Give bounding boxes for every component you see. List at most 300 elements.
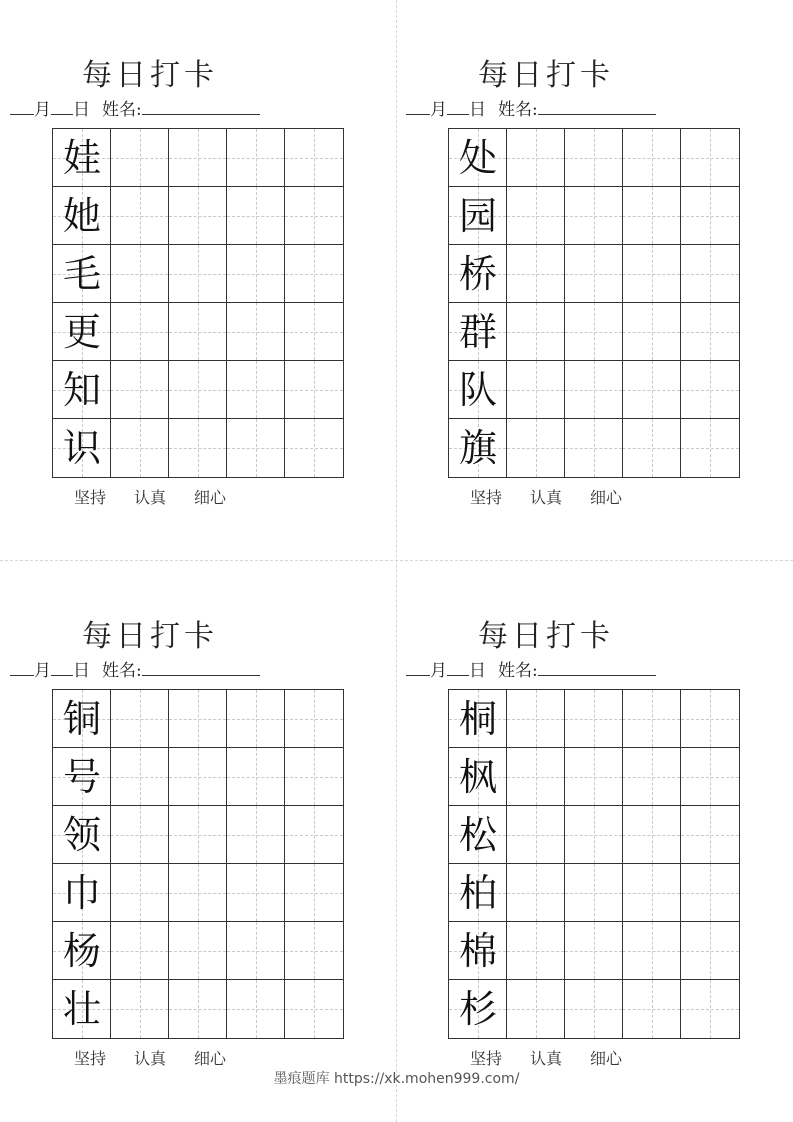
writing-cell[interactable] xyxy=(227,980,285,1038)
guide-line-vertical xyxy=(710,690,711,747)
writing-cell[interactable] xyxy=(227,187,285,245)
grid-row xyxy=(53,980,343,1038)
guide-line-vertical xyxy=(314,303,315,360)
practice-card xyxy=(0,0,300,520)
guide-line-vertical xyxy=(536,922,537,979)
guide-line-vertical xyxy=(652,980,653,1038)
writing-cell[interactable] xyxy=(623,748,681,806)
guide-line-vertical xyxy=(256,806,257,863)
footer-watermark: 墨痕题库 https://xk.mohen999.com/ xyxy=(273,1071,520,1087)
guide-line-vertical xyxy=(256,748,257,805)
model-character: 桐 xyxy=(458,697,497,741)
guide-line-vertical xyxy=(710,864,711,921)
model-character-cell xyxy=(449,419,507,477)
grid-row xyxy=(449,922,739,980)
writing-cell[interactable] xyxy=(227,361,285,419)
writing-cell[interactable] xyxy=(169,690,227,748)
writing-cell[interactable] xyxy=(681,922,739,980)
model-character-cell xyxy=(53,361,111,419)
writing-cell[interactable] xyxy=(227,303,285,361)
model-character: 毛 xyxy=(62,252,101,296)
grid-row xyxy=(53,864,343,922)
motto-word: 细心 xyxy=(590,488,623,507)
guide-line-vertical xyxy=(198,690,199,747)
model-character-cell xyxy=(449,864,507,922)
guide-line-vertical xyxy=(140,748,141,805)
grid-row xyxy=(449,303,739,361)
writing-cell[interactable] xyxy=(285,303,343,361)
writing-cell[interactable] xyxy=(111,361,169,419)
name-label: 姓名: xyxy=(102,100,142,120)
model-character-cell xyxy=(53,690,111,748)
guide-line-vertical xyxy=(256,303,257,360)
guide-line-vertical xyxy=(652,303,653,360)
month-blank[interactable] xyxy=(10,96,34,115)
writing-cell[interactable] xyxy=(227,748,285,806)
guide-line-vertical xyxy=(314,864,315,921)
guide-line-vertical xyxy=(594,361,595,418)
guide-line-vertical xyxy=(652,864,653,921)
writing-cell[interactable] xyxy=(169,129,227,187)
guide-line-vertical xyxy=(314,361,315,418)
guide-line-vertical xyxy=(198,361,199,418)
grid-row xyxy=(53,419,343,477)
guide-line-vertical xyxy=(256,419,257,477)
guide-line-vertical xyxy=(256,129,257,186)
writing-cell[interactable] xyxy=(285,187,343,245)
writing-cell[interactable] xyxy=(111,980,169,1038)
guide-line-vertical xyxy=(256,980,257,1038)
day-label: 日 xyxy=(73,661,90,681)
grid-row xyxy=(53,690,343,748)
practice-card xyxy=(0,561,300,1081)
grid-row xyxy=(449,690,739,748)
writing-cell[interactable] xyxy=(681,361,739,419)
grid-row xyxy=(449,980,739,1038)
grid-row xyxy=(53,361,343,419)
model-character: 知 xyxy=(62,368,101,412)
guide-line-vertical xyxy=(652,922,653,979)
guide-line-vertical xyxy=(314,922,315,979)
guide-line-vertical xyxy=(594,922,595,979)
writing-cell[interactable] xyxy=(623,690,681,748)
grid-row xyxy=(53,806,343,864)
guide-line-vertical xyxy=(594,690,595,747)
motto-word: 认真 xyxy=(133,1049,166,1068)
guide-line-vertical xyxy=(652,245,653,302)
writing-cell[interactable] xyxy=(681,303,739,361)
model-character: 壮 xyxy=(62,987,101,1031)
writing-cell[interactable] xyxy=(227,129,285,187)
card-title: 每日打卡 xyxy=(478,619,614,654)
guide-line-vertical xyxy=(594,187,595,244)
writing-cell[interactable] xyxy=(681,806,739,864)
writing-cell[interactable] xyxy=(681,980,739,1038)
guide-line-vertical xyxy=(314,187,315,244)
writing-cell[interactable] xyxy=(169,419,227,477)
writing-cell[interactable] xyxy=(285,922,343,980)
motto-word: 坚持 xyxy=(469,488,502,507)
writing-cell[interactable] xyxy=(623,980,681,1038)
writing-cell[interactable] xyxy=(285,748,343,806)
writing-cell[interactable] xyxy=(565,129,623,187)
writing-cell[interactable] xyxy=(285,245,343,303)
motto-word: 坚持 xyxy=(73,488,106,507)
guide-line-vertical xyxy=(140,245,141,302)
writing-cell[interactable] xyxy=(169,748,227,806)
motto xyxy=(396,487,696,509)
day-label: 日 xyxy=(73,100,90,120)
practice-grid xyxy=(448,689,740,1039)
writing-cell[interactable] xyxy=(565,419,623,477)
guide-line-vertical xyxy=(314,806,315,863)
guide-line-vertical xyxy=(652,419,653,477)
model-character: 杉 xyxy=(458,987,497,1031)
writing-cell[interactable] xyxy=(623,303,681,361)
guide-line-vertical xyxy=(198,748,199,805)
writing-cell[interactable] xyxy=(111,303,169,361)
writing-cell[interactable] xyxy=(227,419,285,477)
writing-cell[interactable] xyxy=(227,806,285,864)
name-blank[interactable] xyxy=(142,96,260,115)
day-blank[interactable] xyxy=(447,657,469,676)
guide-line-vertical xyxy=(536,361,537,418)
guide-line-vertical xyxy=(198,980,199,1038)
writing-cell[interactable] xyxy=(565,980,623,1038)
writing-cell[interactable] xyxy=(565,922,623,980)
writing-cell[interactable] xyxy=(285,806,343,864)
name-blank[interactable] xyxy=(538,96,656,115)
grid-row xyxy=(449,129,739,187)
guide-line-vertical xyxy=(594,245,595,302)
writing-cell[interactable] xyxy=(681,245,739,303)
guide-line-vertical xyxy=(710,748,711,805)
grid-row xyxy=(449,419,739,477)
guide-line-vertical xyxy=(140,419,141,477)
writing-cell[interactable] xyxy=(507,922,565,980)
writing-cell[interactable] xyxy=(507,690,565,748)
guide-line-vertical xyxy=(314,129,315,186)
grid-row xyxy=(449,806,739,864)
card-title: 每日打卡 xyxy=(478,58,614,93)
guide-line-vertical xyxy=(710,922,711,979)
writing-cell[interactable] xyxy=(111,806,169,864)
guide-line-vertical xyxy=(198,922,199,979)
model-character-cell xyxy=(53,187,111,245)
motto-word: 细心 xyxy=(194,1049,227,1068)
guide-line-vertical xyxy=(536,303,537,360)
writing-cell[interactable] xyxy=(507,806,565,864)
writing-cell[interactable] xyxy=(507,864,565,922)
model-character-cell xyxy=(449,806,507,864)
writing-cell[interactable] xyxy=(623,806,681,864)
practice-card xyxy=(396,0,696,520)
motto-word: 认真 xyxy=(529,1049,562,1068)
day-label: 日 xyxy=(469,661,486,681)
writing-cell[interactable] xyxy=(681,129,739,187)
guide-line-vertical xyxy=(536,187,537,244)
guide-line-vertical xyxy=(710,129,711,186)
grid-row xyxy=(53,922,343,980)
practice-grid xyxy=(448,128,740,478)
writing-cell[interactable] xyxy=(565,748,623,806)
writing-cell[interactable] xyxy=(111,419,169,477)
writing-cell[interactable] xyxy=(111,187,169,245)
month-blank[interactable] xyxy=(406,96,430,115)
day-blank[interactable] xyxy=(51,96,73,115)
writing-cell[interactable] xyxy=(623,245,681,303)
guide-line-vertical xyxy=(140,303,141,360)
model-character-cell xyxy=(53,245,111,303)
writing-cell[interactable] xyxy=(623,361,681,419)
guide-line-vertical xyxy=(594,303,595,360)
guide-line-vertical xyxy=(652,806,653,863)
writing-cell[interactable] xyxy=(111,245,169,303)
grid-row xyxy=(449,864,739,922)
guide-line-vertical xyxy=(594,748,595,805)
writing-cell[interactable] xyxy=(111,129,169,187)
writing-cell[interactable] xyxy=(169,864,227,922)
name-blank[interactable] xyxy=(142,657,260,676)
guide-line-vertical xyxy=(710,187,711,244)
writing-cell[interactable] xyxy=(169,980,227,1038)
writing-cell[interactable] xyxy=(507,361,565,419)
guide-line-vertical xyxy=(256,361,257,418)
name-label: 姓名: xyxy=(498,661,538,681)
guide-line-vertical xyxy=(536,419,537,477)
model-character: 杨 xyxy=(62,929,101,973)
guide-line-vertical xyxy=(256,922,257,979)
writing-cell[interactable] xyxy=(565,806,623,864)
practice-grid xyxy=(52,128,344,478)
writing-cell[interactable] xyxy=(681,690,739,748)
writing-cell[interactable] xyxy=(623,129,681,187)
model-character: 处 xyxy=(458,136,497,180)
writing-cell[interactable] xyxy=(507,187,565,245)
motto xyxy=(0,487,300,509)
day-blank[interactable] xyxy=(51,657,73,676)
guide-line-vertical xyxy=(198,303,199,360)
guide-line-vertical xyxy=(652,748,653,805)
guide-line-vertical xyxy=(710,806,711,863)
guide-line-vertical xyxy=(140,922,141,979)
writing-cell[interactable] xyxy=(507,303,565,361)
writing-cell[interactable] xyxy=(623,922,681,980)
motto-word: 认真 xyxy=(133,488,166,507)
writing-cell[interactable] xyxy=(285,361,343,419)
guide-line-vertical xyxy=(536,980,537,1038)
guide-line-vertical xyxy=(140,980,141,1038)
writing-cell[interactable] xyxy=(565,361,623,419)
guide-line-vertical xyxy=(314,419,315,477)
motto-word: 坚持 xyxy=(469,1049,502,1068)
writing-cell[interactable] xyxy=(227,245,285,303)
guide-line-vertical xyxy=(710,419,711,477)
writing-cell[interactable] xyxy=(507,245,565,303)
grid-row xyxy=(449,748,739,806)
model-character-cell xyxy=(449,922,507,980)
guide-line-vertical xyxy=(652,187,653,244)
guide-line-vertical xyxy=(140,129,141,186)
motto-word: 细心 xyxy=(194,488,227,507)
model-character: 她 xyxy=(62,194,101,238)
month-label: 月 xyxy=(430,100,447,120)
grid-row xyxy=(53,245,343,303)
writing-cell[interactable] xyxy=(565,864,623,922)
writing-cell[interactable] xyxy=(623,187,681,245)
model-character-cell xyxy=(53,303,111,361)
grid-row xyxy=(53,303,343,361)
model-character-cell xyxy=(449,361,507,419)
model-character: 棉 xyxy=(458,929,497,973)
guide-line-vertical xyxy=(198,419,199,477)
writing-cell[interactable] xyxy=(111,864,169,922)
guide-line-vertical xyxy=(198,806,199,863)
guide-line-vertical xyxy=(710,245,711,302)
writing-cell[interactable] xyxy=(507,419,565,477)
model-character: 旗 xyxy=(458,426,497,470)
guide-line-vertical xyxy=(314,748,315,805)
date-name-line xyxy=(10,657,300,683)
month-label: 月 xyxy=(34,100,51,120)
month-label: 月 xyxy=(430,661,447,681)
model-character-cell xyxy=(53,864,111,922)
writing-cell[interactable] xyxy=(285,864,343,922)
model-character: 桥 xyxy=(458,252,497,296)
model-character-cell xyxy=(53,129,111,187)
model-character: 柏 xyxy=(458,871,497,915)
practice-grid xyxy=(52,689,344,1039)
writing-cell[interactable] xyxy=(111,690,169,748)
model-character: 巾 xyxy=(62,871,101,915)
day-blank[interactable] xyxy=(447,96,469,115)
guide-line-vertical xyxy=(140,864,141,921)
guide-line-vertical xyxy=(536,245,537,302)
writing-cell[interactable] xyxy=(565,245,623,303)
guide-line-vertical xyxy=(314,690,315,747)
writing-cell[interactable] xyxy=(285,129,343,187)
guide-line-vertical xyxy=(710,361,711,418)
writing-cell[interactable] xyxy=(285,419,343,477)
guide-line-vertical xyxy=(536,690,537,747)
practice-card xyxy=(396,561,696,1081)
writing-cell[interactable] xyxy=(565,187,623,245)
model-character-cell xyxy=(449,187,507,245)
motto-word: 认真 xyxy=(529,488,562,507)
grid-row xyxy=(53,748,343,806)
model-character-cell xyxy=(449,980,507,1038)
motto xyxy=(0,1048,300,1070)
guide-line-vertical xyxy=(314,245,315,302)
model-character-cell xyxy=(449,129,507,187)
guide-line-vertical xyxy=(594,419,595,477)
model-character-cell xyxy=(53,980,111,1038)
writing-cell[interactable] xyxy=(681,864,739,922)
writing-cell[interactable] xyxy=(227,690,285,748)
month-blank[interactable] xyxy=(10,657,34,676)
guide-line-vertical xyxy=(140,690,141,747)
guide-line-vertical xyxy=(594,864,595,921)
writing-cell[interactable] xyxy=(565,690,623,748)
writing-cell[interactable] xyxy=(169,245,227,303)
guide-line-vertical xyxy=(256,864,257,921)
writing-cell[interactable] xyxy=(111,748,169,806)
month-blank[interactable] xyxy=(406,657,430,676)
writing-cell[interactable] xyxy=(681,748,739,806)
month-label: 月 xyxy=(34,661,51,681)
name-label: 姓名: xyxy=(102,661,142,681)
guide-line-vertical xyxy=(652,361,653,418)
day-label: 日 xyxy=(469,100,486,120)
model-character-cell xyxy=(449,245,507,303)
model-character: 号 xyxy=(62,755,101,799)
writing-cell[interactable] xyxy=(169,361,227,419)
guide-line-vertical xyxy=(536,864,537,921)
writing-cell[interactable] xyxy=(681,419,739,477)
writing-cell[interactable] xyxy=(227,864,285,922)
writing-cell[interactable] xyxy=(507,980,565,1038)
card-title: 每日打卡 xyxy=(82,58,218,93)
writing-cell[interactable] xyxy=(565,303,623,361)
guide-line-vertical xyxy=(536,806,537,863)
guide-line-vertical xyxy=(256,690,257,747)
model-character-cell xyxy=(449,303,507,361)
guide-line-vertical xyxy=(140,187,141,244)
model-character: 识 xyxy=(62,426,101,470)
motto xyxy=(396,1048,696,1070)
writing-cell[interactable] xyxy=(227,922,285,980)
writing-cell[interactable] xyxy=(111,922,169,980)
writing-cell[interactable] xyxy=(623,419,681,477)
writing-cell[interactable] xyxy=(681,187,739,245)
model-character-cell xyxy=(53,806,111,864)
guide-line-vertical xyxy=(652,129,653,186)
guide-line-vertical xyxy=(256,187,257,244)
writing-cell[interactable] xyxy=(169,187,227,245)
model-character: 园 xyxy=(458,194,497,238)
guide-line-vertical xyxy=(140,361,141,418)
model-character: 铜 xyxy=(62,697,101,741)
guide-line-vertical xyxy=(710,980,711,1038)
model-character: 更 xyxy=(62,310,101,354)
guide-line-vertical xyxy=(314,980,315,1038)
model-character-cell xyxy=(449,690,507,748)
model-character-cell xyxy=(53,922,111,980)
grid-row xyxy=(449,187,739,245)
guide-line-vertical xyxy=(198,187,199,244)
guide-line-vertical xyxy=(652,690,653,747)
writing-cell[interactable] xyxy=(623,864,681,922)
guide-line-vertical xyxy=(140,806,141,863)
card-title: 每日打卡 xyxy=(82,619,218,654)
writing-cell[interactable] xyxy=(507,129,565,187)
guide-line-vertical xyxy=(594,980,595,1038)
model-character: 队 xyxy=(458,368,497,412)
writing-cell[interactable] xyxy=(285,980,343,1038)
writing-cell[interactable] xyxy=(169,806,227,864)
writing-cell[interactable] xyxy=(507,748,565,806)
guide-line-vertical xyxy=(256,245,257,302)
writing-cell[interactable] xyxy=(285,690,343,748)
grid-row xyxy=(53,129,343,187)
grid-row xyxy=(449,361,739,419)
motto-word: 细心 xyxy=(590,1049,623,1068)
writing-cell[interactable] xyxy=(169,922,227,980)
writing-cell[interactable] xyxy=(169,303,227,361)
name-blank[interactable] xyxy=(538,657,656,676)
date-name-line xyxy=(406,657,696,683)
guide-line-vertical xyxy=(594,806,595,863)
